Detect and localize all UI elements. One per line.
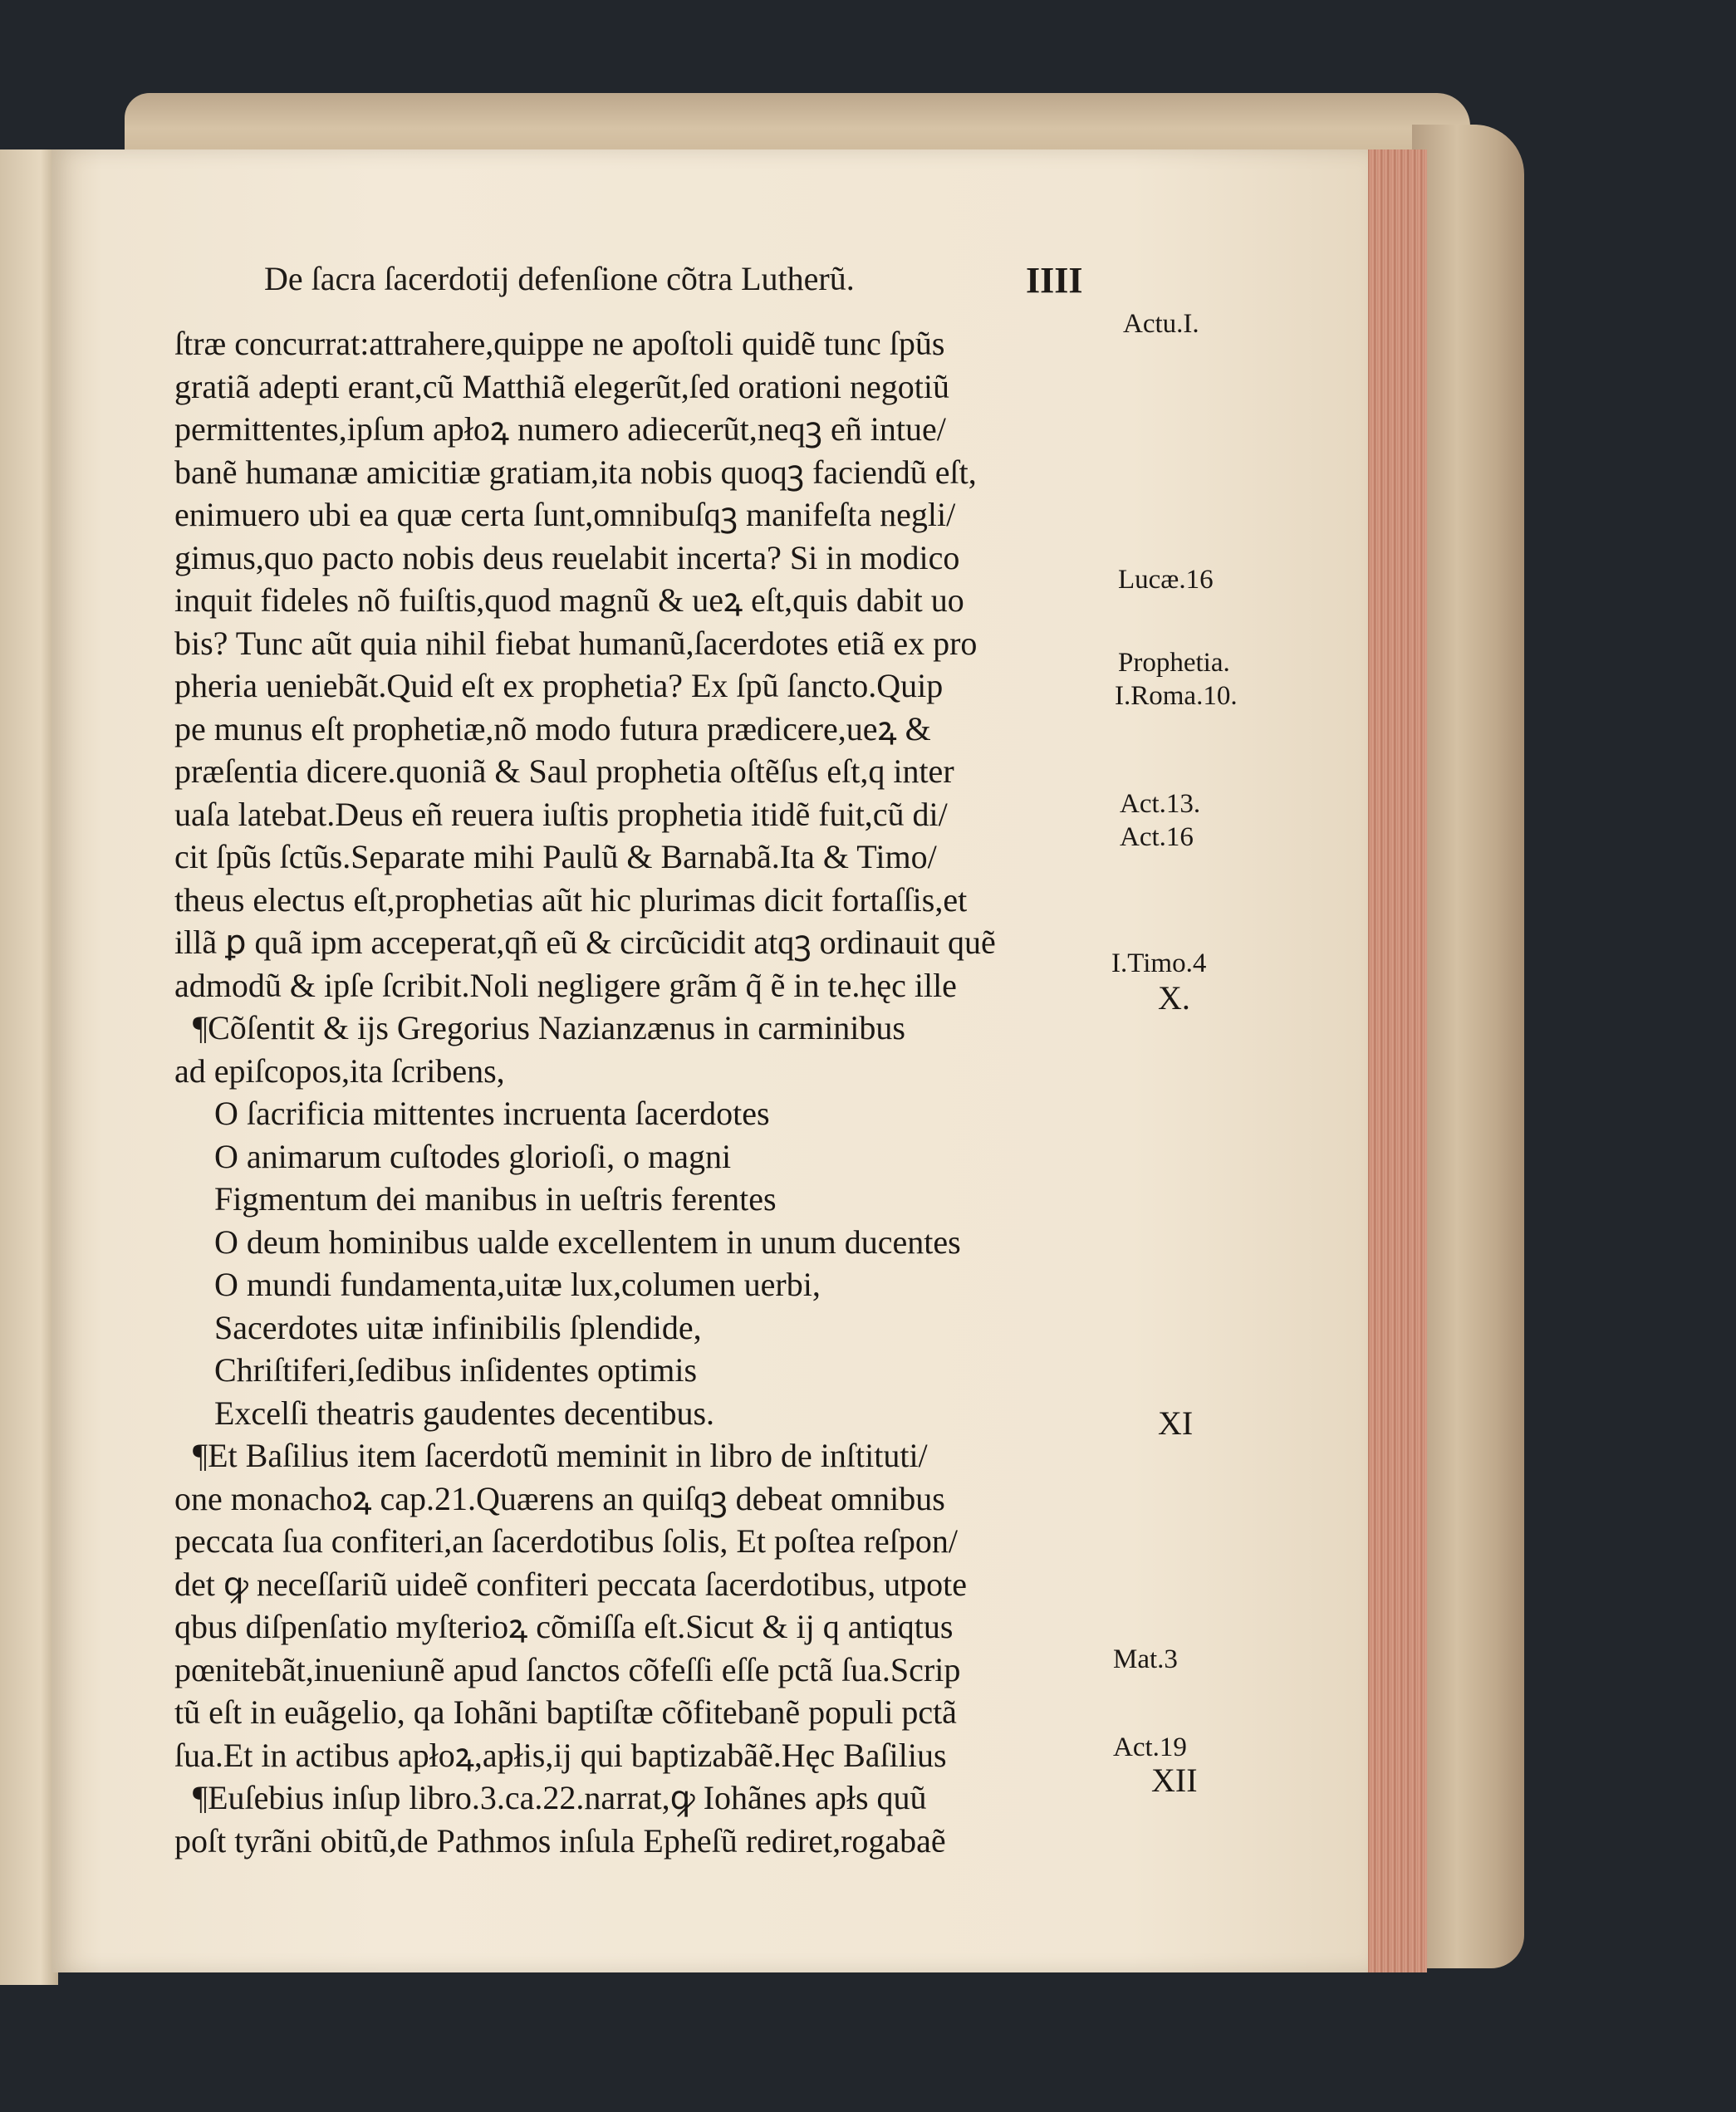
section-number-xi: XI [1158,1404,1194,1442]
text-line: illã ꝑ quã ipm acceperat,qñ eũ & circũcidit atqꝫ ordinauit quẽ [174,924,996,961]
text-line: det ꝙ neceſſariũ uideẽ confiteri peccata ſacerdotibus, utpote [174,1565,968,1603]
text-line: pheria ueniebãt.Quid eſt ex prophetia? Ex ſpũ ſancto.Quip [174,667,944,704]
text-line: qbus diſpenſatio myſterioꝝ cõmiſſa eſt.Sicut & ij q antiqtus [174,1608,954,1645]
text-line: theus electus eſt,prophetias aũt hic plurimas dicit fortaſſis,et [174,880,968,919]
margin-note-act13: Act.13. [1120,789,1201,819]
text-line: gimus,quo pacto nobis deus reuelabit incerta? Si in modico [174,538,960,576]
folio-number: IIII [1026,260,1083,301]
text-line: enimuero ubi ea quæ certa ſunt,omnibuſqꝫ manifeſta negli/ [174,496,956,533]
margin-note-lucae: Lucæ.16 [1118,565,1214,595]
margin-note-prophetia: Prophetia. [1118,648,1230,678]
verse-line: Figmentum dei manibus in ueſtris ferentes [214,1180,777,1218]
verse-line: O mundi fundamenta,uitæ lux,columen uerbi, [214,1266,821,1303]
main-text-block [174,322,1121,1862]
text-line: pe munus eſt prophetiæ,nõ modo futura prædicere,ueꝝ & [174,709,931,747]
margin-note-roma: I.Roma.10. [1115,681,1238,711]
margin-note-acta: Actu.I. [1123,309,1199,339]
text-line: ſtræ concurrat:attrahere,quippe ne apoſtoli quidẽ tunc ſpũs [174,325,945,362]
text-line: ad epiſcopos,ita ſcribens, [174,1051,505,1090]
margin-note-mat: Mat.3 [1113,1644,1178,1674]
paragraph-line: ¶Et Baſilius item ſacerdotũ meminit in libro de inſtituti/ [193,1437,928,1474]
text-line: inquit fideles nõ fuiſtis,quod magnũ & ueꝝ eſt,quis dabit uo [174,581,964,619]
text-line: tũ eſt in euãgelio, qa Iohãni baptiſtæ cõfitebanẽ populi pctã [174,1693,957,1731]
text-line: permittentes,ipſum apłoꝝ numero adiecerũt,neqꝫ eñ intue/ [174,410,946,448]
running-head: De ſacra ſacerdotij defenſione cõtra Lutherũ. [264,260,855,297]
text-line: uaſa latebat.Deus eñ reuera iuſtis prophetia itidẽ fuit,cũ di/ [174,795,948,833]
text-line: pœnitebãt,inueniunẽ apud ſanctos cõfeſſi eſſe pctã ſua.Scrip [174,1650,961,1688]
vellum-binding-right [1412,125,1524,1968]
paragraph-line: ¶Euſebius inſup libro.3.ca.22.narrat,ꝙ Iohãnes apłs quũ [193,1779,927,1816]
verse-line: O deum hominibus ualde excellentem in unum ducentes [214,1223,961,1261]
text-line: poſt tyrãni obitũ,de Pathmos inſula Epheſũ rediret,rogabaẽ [174,1821,946,1860]
verse-line: Chriſtiferi,ſedibus inſidentes optimis [214,1351,698,1389]
text-line: one monachoꝝ cap.21.Quærens an quiſqꝫ debeat omnibus [174,1479,945,1517]
page-fore-edge [1362,149,1427,1972]
text-line: admodũ & ipſe ſcribit.Noli negligere grãm q̃ ẽ in te.hęc ille [174,966,957,1004]
paragraph-line: ¶Cõſentit & ijs Gregorius Nazianzænus in carminibus [193,1009,905,1046]
margin-note-timo: I.Timo.4 [1111,948,1207,978]
text-line: peccata ſua confiteri,an ſacerdotibus ſolis, Et poſtea reſpon/ [174,1522,958,1560]
verse-line: Sacerdotes uitæ infinibilis ſplendide, [214,1308,702,1346]
margin-note-act19: Act.19 [1113,1732,1187,1762]
verse-line: O animarum cuſtodes glorioſi, o magni [214,1137,732,1175]
text-line: banẽ humanæ amicitiæ gratiam,ita nobis quoqꝫ faciendũ eſt, [174,453,977,491]
margin-note-act16: Act.16 [1120,822,1194,852]
verse-line: O ſacrificia mittentes incruenta ſacerdotes [214,1095,770,1132]
text-line: ſua.Et in actibus apłoꝝ,apłis,ij qui baptizabãẽ.Hęc Baſilius [174,1736,947,1774]
verse-line: Excelſi theatris gaudentes decentibus. [214,1394,715,1432]
section-number-x: X. [1158,979,1190,1017]
text-line: cit ſpũs ſctũs.Separate mihi Paulũ & Barnabã.Ita & Timo/ [174,838,937,875]
text-line: gratiã adepti erant,cũ Matthiã elegerũt,ſed orationi negotiũ [174,367,949,405]
facing-page-edge [0,149,58,1985]
text-line: præſentia dicere.quoniã & Saul prophetia oſtẽſus eſt,q inter [174,752,954,790]
section-number-xii: XII [1151,1762,1198,1799]
text-line: bis? Tunc aũt quia nihil fiebat humanũ,ſacerdotes etiã ex pro [174,624,978,662]
